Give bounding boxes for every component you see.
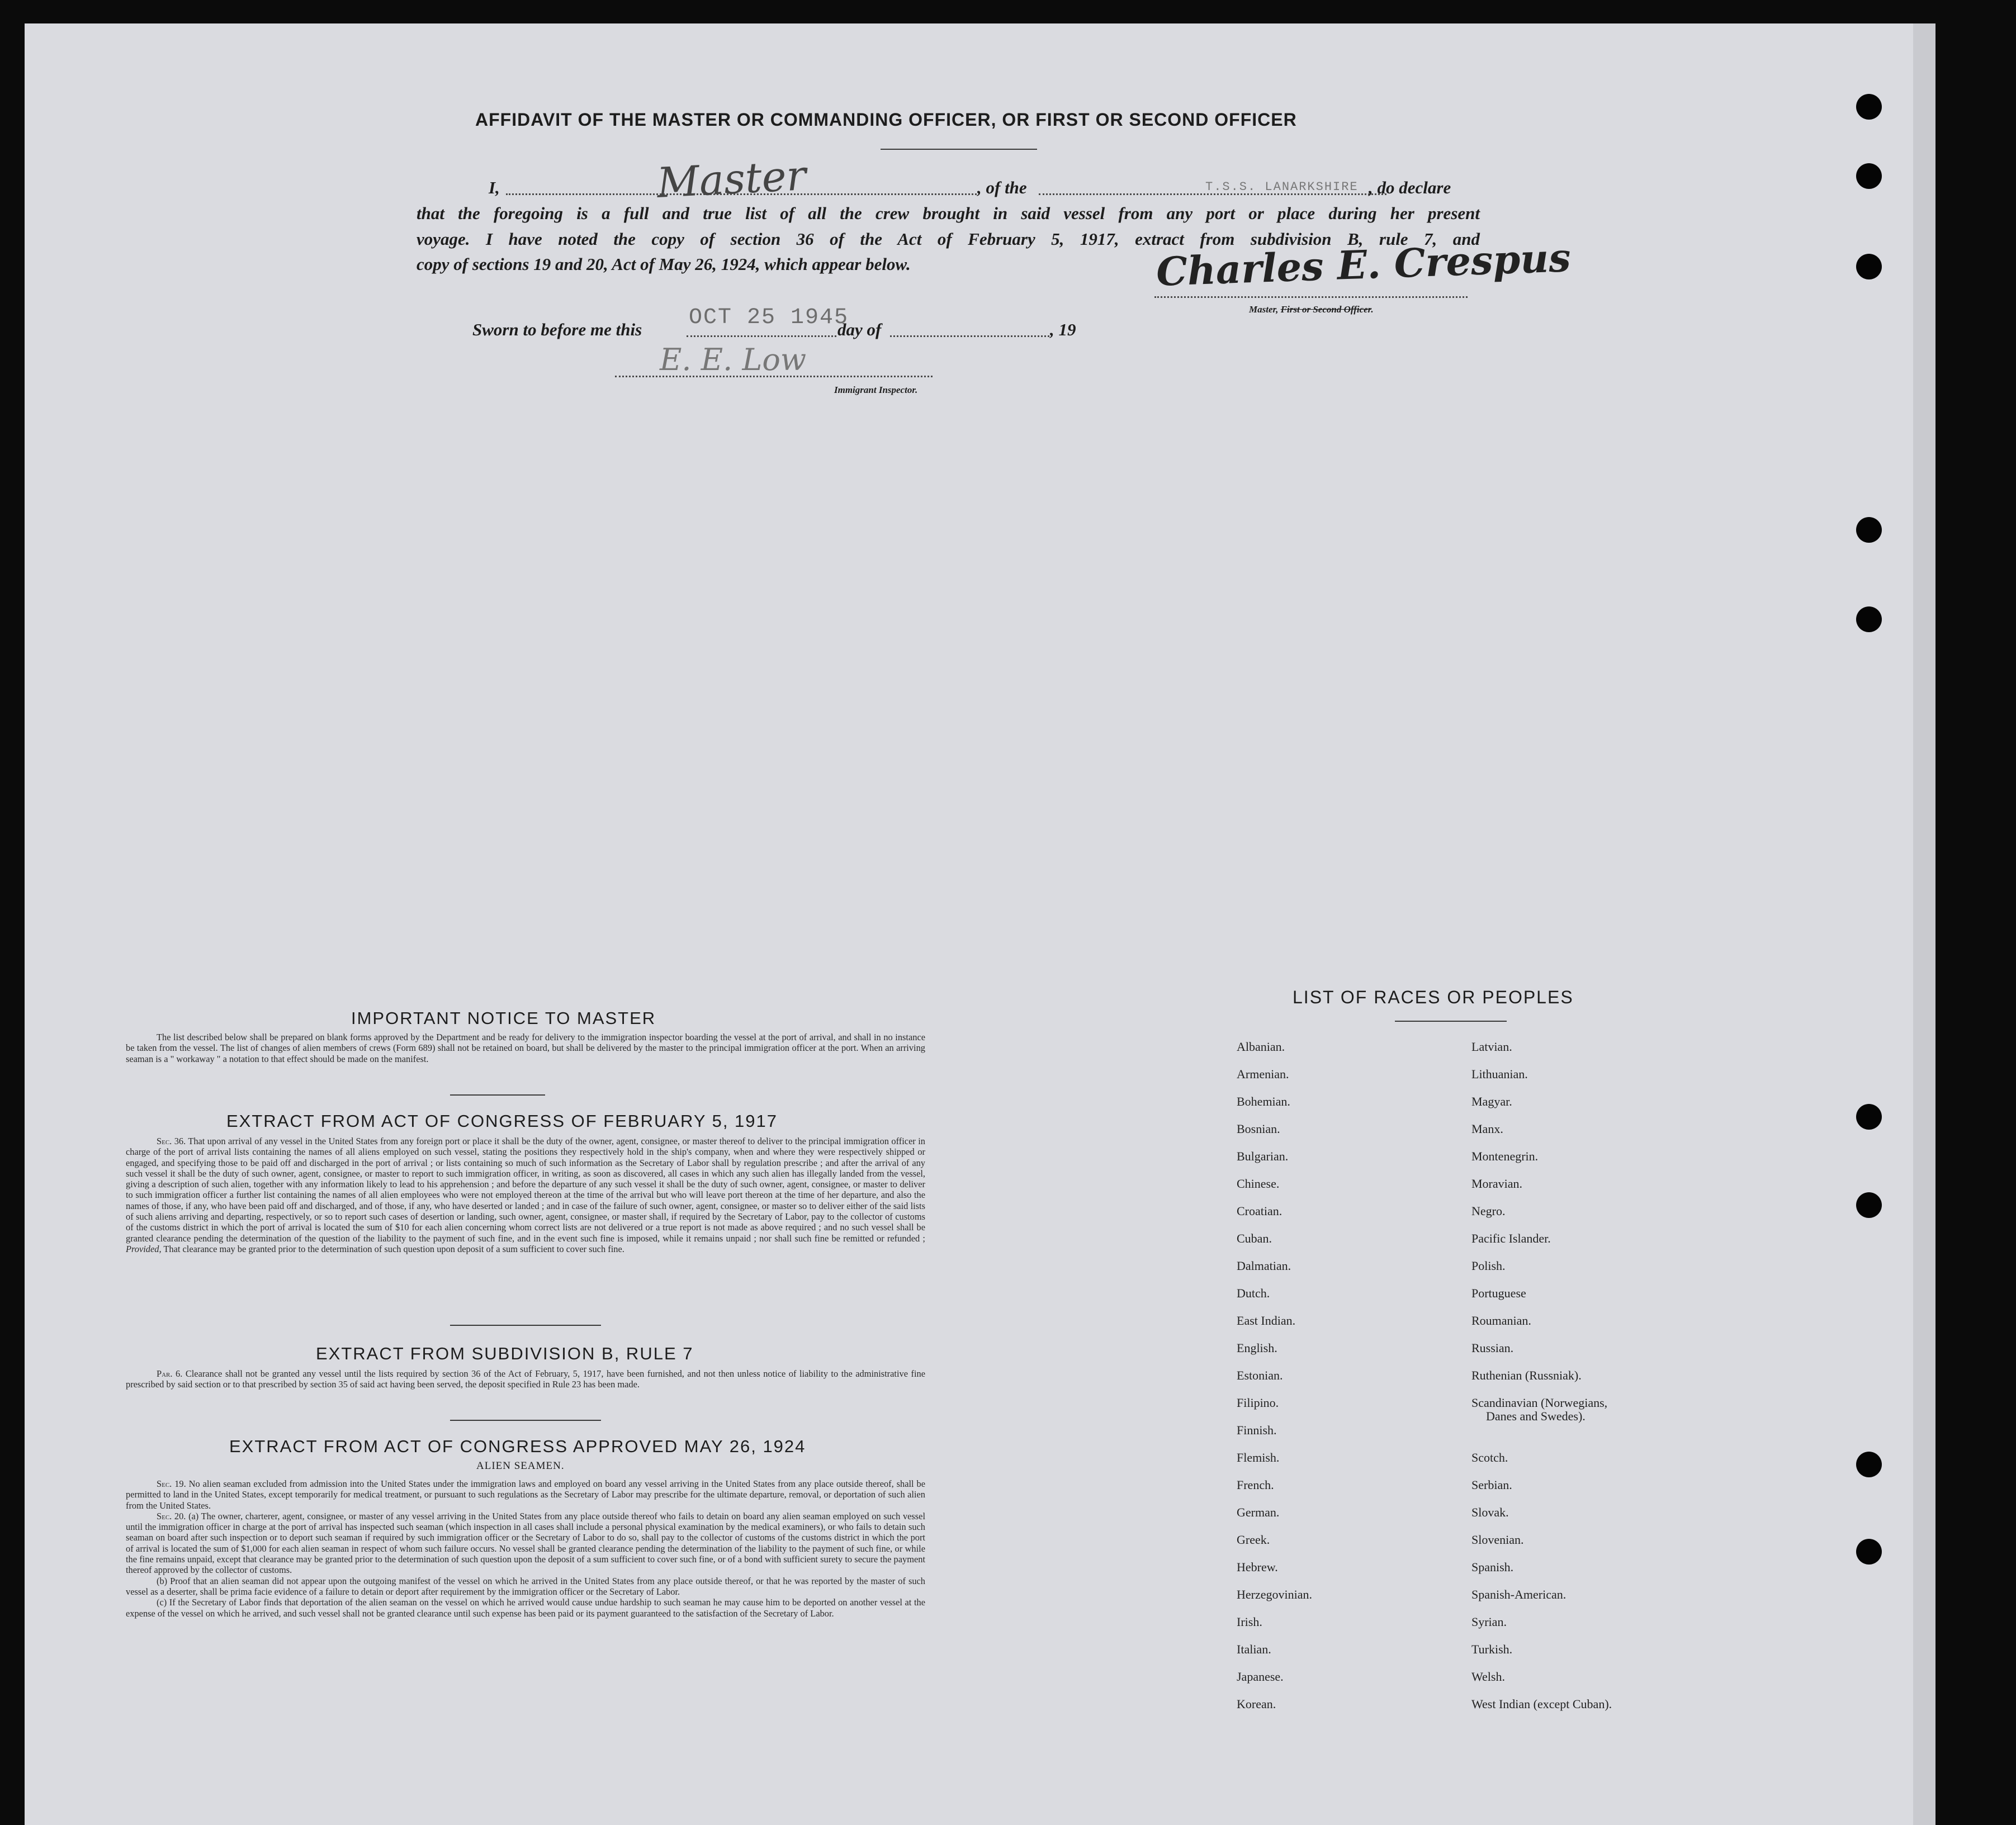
punch-hole-icon: [1856, 1539, 1882, 1565]
race-item: Serbian.: [1471, 1478, 1512, 1492]
sworn-label: Sworn to before me this: [472, 320, 642, 339]
affidavit-line3: voyage. I have noted the copy of section 36 of the Act of February 5, 1917, extract from subdivision B, rule 7, and: [417, 229, 1480, 249]
race-item: Scotch.: [1471, 1450, 1508, 1464]
affidavit-of-the: , of the: [977, 178, 1027, 197]
races-title-rule: [1395, 1021, 1507, 1022]
par6-body: Clearance shall not be granted any vessel until the lists required by section 36 of the Act of February, 5, 1917, have been furnished, and not then unless notice of liability to the administrative fine prescribed by said section or to that prescribed by section 35 of said act having been served, the deposit specified in Rule 23 has been made.: [126, 1368, 925, 1390]
extract-1917-text: [126, 1136, 925, 1254]
race-item: German.: [1237, 1505, 1280, 1519]
race-item: Korean.: [1237, 1697, 1276, 1711]
race-item: Spanish-American.: [1471, 1587, 1567, 1601]
race-item: Lithuanian.: [1471, 1067, 1528, 1081]
race-item: Finnish.: [1237, 1423, 1277, 1437]
race-item: Magyar.: [1471, 1094, 1512, 1108]
extract-1917-title: EXTRACT FROM ACT OF CONGRESS OF FEBRUARY 5, 1917: [226, 1111, 778, 1131]
race-item: Bohemian.: [1237, 1094, 1290, 1108]
master-signature: Charles E. Crespus: [1155, 234, 1572, 295]
par6-label: Par. 6.: [157, 1368, 183, 1379]
race-item: West Indian (except Cuban).: [1471, 1697, 1612, 1711]
sec19-label: Sec. 19.: [157, 1478, 186, 1489]
notice-paragraph: The list described below shall be prepared on blank forms approved by the Department and be ready for delivery to the immigration inspector boarding the vessel at the port of arrival, and shall in no instance be taken from the vessel. The list of changes of alien members of crews (Form 689) shall not be retained on board, but shall be delivered by the master to the principal immigration officer at the port. When an arriving seaman is a " workaway " a notation to that effect should be made on the manifest.: [126, 1032, 925, 1064]
year-prefix: , 19: [1050, 320, 1076, 339]
punch-hole-icon: [1856, 1452, 1882, 1477]
races-title: LIST OF RACES OR PEOPLES: [1293, 987, 1574, 1007]
punch-hole-icon: [1856, 606, 1882, 632]
race-item: Dutch.: [1237, 1286, 1270, 1300]
month-blank: [890, 335, 1049, 337]
separator-rule: [450, 1325, 601, 1326]
race-item: Japanese.: [1237, 1670, 1284, 1684]
extract-1924-title: EXTRACT FROM ACT OF CONGRESS APPROVED MAY 26, 1924: [229, 1437, 806, 1456]
affidavit-title: AFFIDAVIT OF THE MASTER OR COMMANDING OFFICER, OR FIRST OR SECOND OFFICER: [475, 110, 1297, 130]
punch-hole-icon: [1856, 1104, 1882, 1130]
race-item: Spanish.: [1471, 1560, 1514, 1574]
race-item: French.: [1237, 1478, 1274, 1492]
race-item: Dalmatian.: [1237, 1259, 1291, 1273]
sheet-edge: [1913, 23, 1935, 1825]
punch-hole-icon: [1856, 517, 1882, 543]
sec19-body: No alien seaman excluded from admission into the United States under the immigration laws and employed on board any vessel arriving in the United States from any place outside thereof, shall be permitted to land in the United States, except temporarily for medical treatment, or pursuant to such regulations as the Secretary of Labor may prescribe for the ultimate departure, removal, or deportation of such alien from the United States.: [126, 1478, 926, 1511]
notice-text: [126, 1032, 925, 1064]
race-item: Slovak.: [1471, 1505, 1509, 1519]
race-item: Latvian.: [1471, 1040, 1512, 1054]
race-item: Polish.: [1471, 1259, 1506, 1273]
signature-caption: [1249, 304, 1374, 315]
date-stamp: OCT 25 1945: [689, 305, 849, 330]
race-item: Herzegovinian.: [1237, 1587, 1312, 1601]
race-item: Syrian.: [1471, 1615, 1507, 1629]
punch-hole-icon: [1856, 1192, 1882, 1218]
inspector-blank: [615, 376, 933, 377]
sec36-body: That upon arrival of any vessel in the United States from any foreign port or place it shall be the duty of the owner, agent, consignee, or master thereof to deliver to the principal immigration officer in charge of the port of arrival lists containing the names of all aliens employed on such vessel, stating the positions they respectively hold in the ship's company, when and where they were respectively shipped or engaged, and specifying those to be paid off and discharged in the port of arrival ; or lists containing so much of such information as the Secretary of Labor shall by regulation prescribe ; and after the arrival of any such vessel it shall be the duty of such owner, agent, consignee, or master to report to such immigration officer, in writing, as soon as discovered, all cases in which any such alien has illegally landed from the vessel, giving a description of such alien, together with any information likely to lead to his apprehension ; and before the departure of any such vessel it shall be the duty of such owner, agent, consignee, or master to deliver to such immigration officer a further list containing the names of all alien employees who were not employed thereon at the time of the arrival but who will leave port thereon at the time of her departure, and also the names of those, if any, who have been paid off and discharged, and of those, if any, who have deserted or landed ; and in case of the failure of such owner, agent, consignee, or master so to deliver either of the said lists of such aliens arriving and departing, respectively, or so to report such cases of desertion or landing, such owner, agent, consignee, or master shall, if required by the Secretary of Labor, pay to the collector of customs of the customs district in which the port of arrival is located the sum of $10 for each alien concerning whom correct lists are not delivered or a true report is not made as above required ; and no such vessel shall be granted clearance pending the determination of the question of the liability to the payment of such fine, and in the event such fine is imposed, while it remains unpaid ; nor shall such fine be remitted or refunded ;: [126, 1136, 925, 1244]
race-item: Danes and Swedes).: [1486, 1409, 1586, 1423]
extract-rule7-title: EXTRACT FROM SUBDIVISION B, RULE 7: [316, 1344, 694, 1363]
punch-hole-icon: [1856, 94, 1882, 120]
race-item: Scandinavian (Norwegians,: [1471, 1396, 1608, 1410]
race-item: Italian.: [1237, 1642, 1271, 1656]
caption-end: .: [1371, 304, 1374, 315]
race-item: Armenian.: [1237, 1067, 1289, 1081]
race-item: Cuban.: [1237, 1231, 1272, 1245]
race-item: Greek.: [1237, 1533, 1270, 1547]
inspector-initials: E. E. Low: [660, 342, 807, 377]
master-handwritten-name: Master: [655, 151, 807, 207]
caption-struck-officer: First or Second Officer: [1280, 304, 1371, 315]
sec20b-body: (b) Proof that an alien seaman did not appear upon the outgoing manifest of the vessel on which he arrived in the United States from any place outside thereof, or that he was reported by the master of such vessel as a deserter, shall be prima facie evidence of a failure to detain or deport after requirement by the immigration officer or the Secretary of Labor.: [126, 1575, 925, 1597]
race-item: Chinese.: [1237, 1177, 1280, 1191]
race-item: Ruthenian (Russniak).: [1471, 1368, 1582, 1382]
race-item: Roumanian.: [1471, 1314, 1531, 1328]
punch-hole-icon: [1856, 254, 1882, 279]
race-item: English.: [1237, 1341, 1277, 1355]
race-item: Hebrew.: [1237, 1560, 1278, 1574]
signature-blank: [1154, 296, 1468, 298]
race-item: Moravian.: [1471, 1177, 1523, 1191]
race-item: Pacific Islander.: [1471, 1231, 1551, 1245]
separator-rule: [450, 1094, 545, 1096]
sec20c-body: (c) If the Secretary of Labor finds that deportation of the alien seaman on the vessel on which he arrived would cause undue hardship to such seaman he may cause him to be deported on another vessel at the expense of the vessel on which he arrived, and such vessel shall not be granted clearance until such expense has been paid or its payment guaranteed to the satisfaction of the Secretary of Labor.: [126, 1597, 925, 1619]
proviso-label: Provided,: [126, 1243, 162, 1254]
race-item: Filipino.: [1237, 1396, 1279, 1410]
punch-hole-icon: [1856, 163, 1882, 189]
sec36-label: Sec. 36.: [157, 1136, 186, 1146]
race-item: Flemish.: [1237, 1450, 1280, 1464]
affidavit-line2: that the foregoing is a full and true list of all the crew brought in said vessel from any port or place during her present: [417, 203, 1480, 223]
day-blank: [687, 335, 836, 337]
race-item: Albanian.: [1237, 1040, 1285, 1054]
affidavit-line4: copy of sections 19 and 20, Act of May 26, 1924, which appear below.: [417, 254, 911, 274]
race-item: Estonian.: [1237, 1368, 1283, 1382]
race-item: Croatian.: [1237, 1204, 1283, 1218]
sec20a-body: (a) The owner, charterer, agent, consignee, or master of any vessel arriving in the United States from any place outside thereof who fails to detain on board any alien seaman employed on such vessel until the immigration officer in charge at the port of arrival has inspected such seaman (which inspection in all cases shall include a personal physical examination by the medical examiners), or who fails to detain such seaman on board after such inspection or to deport such seaman if required by such immigration officer or the Secretary of Labor to do so, shall pay to the collector of customs of the customs district in which the port of arrival is located the sum of $1,000 for each alien seaman in respect of whom such failure occurs. No vessel shall be granted clearance pending the determination of the liability to the payment of such fine, or while the fine remains unpaid, except that clearance may be granted prior to the determination of such question upon the deposit of a sum sufficient to cover such fine, or of a bond with sufficient surety to secure the payment thereof approved by the collector of customs.: [126, 1510, 925, 1576]
day-of-label: day of: [837, 320, 882, 339]
affidavit-line1-start: I,: [489, 178, 500, 197]
race-item: Manx.: [1471, 1122, 1503, 1136]
alien-seamen-subtitle: ALIEN SEAMEN.: [476, 1460, 565, 1472]
race-item: Turkish.: [1471, 1642, 1513, 1656]
race-item: Russian.: [1471, 1341, 1514, 1355]
proviso-body: That clearance may be granted prior to the determination of such question upon deposit of a sum sufficient to cover such fine.: [163, 1243, 624, 1254]
caption-master: Master,: [1249, 304, 1279, 315]
race-item: Negro.: [1471, 1204, 1506, 1218]
race-item: Portuguese: [1471, 1286, 1526, 1300]
race-item: Bosnian.: [1237, 1122, 1280, 1136]
affidavit-do-declare: , do declare: [1369, 178, 1451, 197]
race-item: Welsh.: [1471, 1670, 1505, 1684]
race-item: East Indian.: [1237, 1314, 1296, 1328]
extract-1924-text: [126, 1478, 925, 1619]
race-item: Montenegrin.: [1471, 1149, 1539, 1163]
separator-rule: [450, 1420, 601, 1421]
notice-title: IMPORTANT NOTICE TO MASTER: [351, 1008, 656, 1028]
sec20-label: Sec. 20.: [157, 1510, 186, 1521]
race-item: Bulgarian.: [1237, 1149, 1289, 1163]
inspector-label: Immigrant Inspector.: [834, 385, 918, 395]
title-rule: [881, 149, 1037, 150]
race-item: Irish.: [1237, 1615, 1262, 1629]
extract-rule7-text: [126, 1368, 925, 1390]
race-item: Slovenian.: [1471, 1533, 1524, 1547]
ship-name: T.S.S. LANARKSHIRE: [1205, 180, 1359, 194]
